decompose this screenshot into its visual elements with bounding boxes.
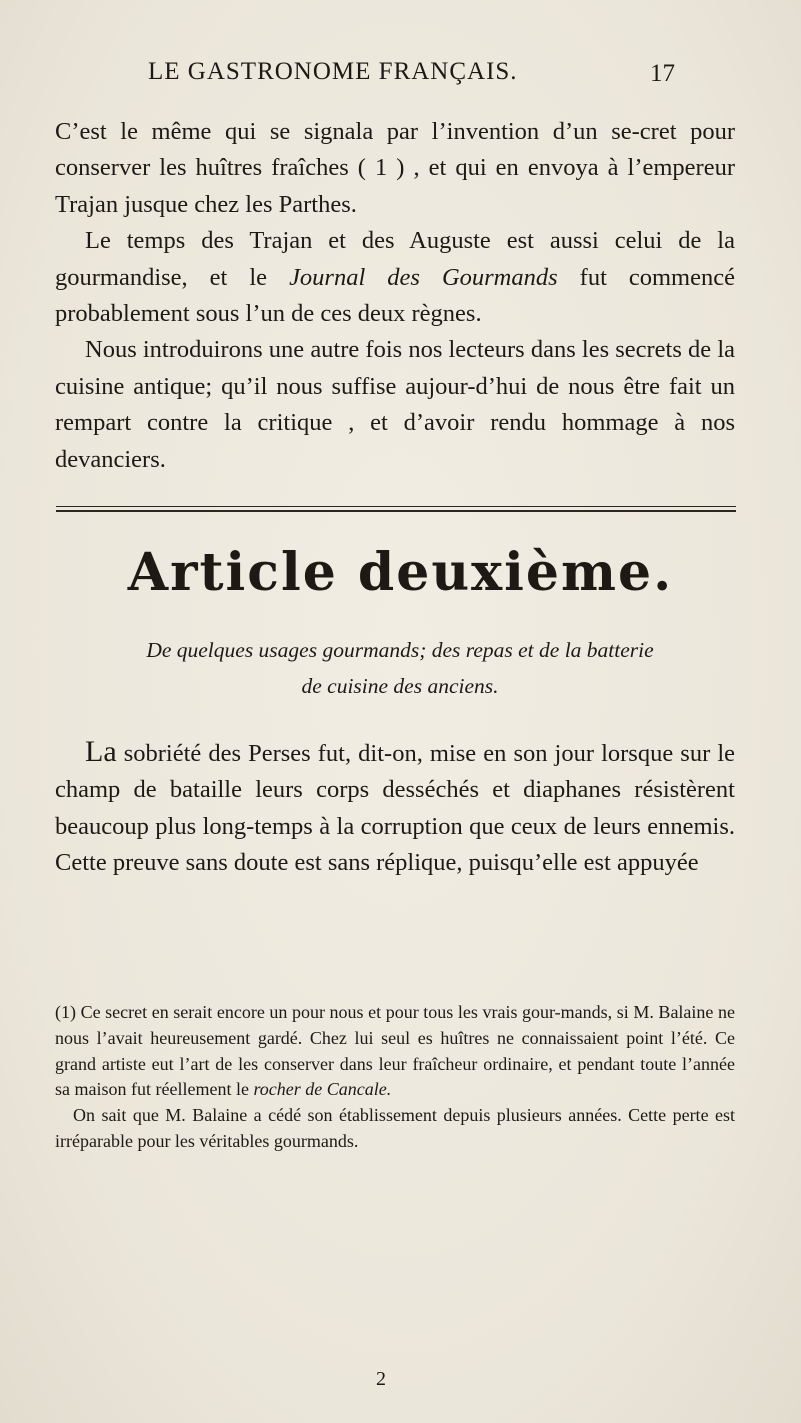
footnote-1-text: (1) Ce secret en serait encore un pour nous et pour tous les vrais gour-mands, si M. Balaine ne nous l’avait heureusement gardé. Chez lui seul es huîtres ne connaissaient point l’été. Ce grand artiste eut l’art de les conserver dans leur fraîcheur ordinaire, et pendant toute l’année sa maison fut réellement le <box>55 1002 735 1100</box>
section-rule-bottom <box>56 510 736 512</box>
page-number: 17 <box>650 60 675 87</box>
paragraph-3: Nous introduirons une autre fois nos lecteurs dans les secrets de la cuisine antique; qu’il nous suffise aujour-d’hui de nous être fait un rempart contre la critique , et d’avoir rendu hommage à nos devanciers. <box>55 336 735 473</box>
paragraph-2-text-end: fut commencé probablement sous l’un de ces deux règnes. <box>55 263 735 328</box>
paragraph-2-text: Le temps des Trajan et des Auguste est aussi celui de la gourmandise, et le <box>55 227 735 291</box>
section-heading: Article deuxième. <box>127 542 674 603</box>
footnotes <box>55 1000 735 1155</box>
main-text-block <box>55 734 735 882</box>
journal-title: Journal des Gourmands <box>289 263 558 291</box>
main-paragraph-text: sobriété des Perses fut, dit-on, mise en son jour lorsque sur le champ de bataille leurs corps desséchés et diaphanes résistèrent beaucoup plus long-temps à la corruption que ceux de leurs ennemis. Cette preuve sans doute est sans réplique, puisqu’elle est appuyée <box>55 740 735 877</box>
footnote-2: On sait que M. Balaine a cédé son établissement depuis plusieurs années. Cette perte est irréparable pour les véritables gourmands. <box>55 1105 735 1151</box>
paragraph-1: C’est le même qui se signala par l’invention d’un se-cret pour conserver les huîtres fraîches ( 1 ) , et qui en envoya à l’empereur Trajan jusque chez les Parthes. <box>55 118 735 218</box>
running-title: LE GASTRONOME FRANÇAIS. <box>148 58 518 85</box>
subtitle-line-1: De quelques usages gourmands; des repas et de la batterie <box>146 638 654 662</box>
signature-mark: 2 <box>376 1368 386 1390</box>
top-text-block <box>55 114 735 478</box>
footnote-1 <box>55 1000 735 1103</box>
section-rule-top <box>56 506 736 507</box>
lead-word: La <box>85 735 117 768</box>
subtitle-line-2: de cuisine des anciens. <box>301 674 499 698</box>
paragraph-2 <box>55 223 735 332</box>
footnote-1-italic: rocher de Cancale. <box>253 1079 392 1100</box>
running-head <box>0 58 801 98</box>
section-subtitle <box>90 632 710 704</box>
main-paragraph <box>55 734 735 882</box>
